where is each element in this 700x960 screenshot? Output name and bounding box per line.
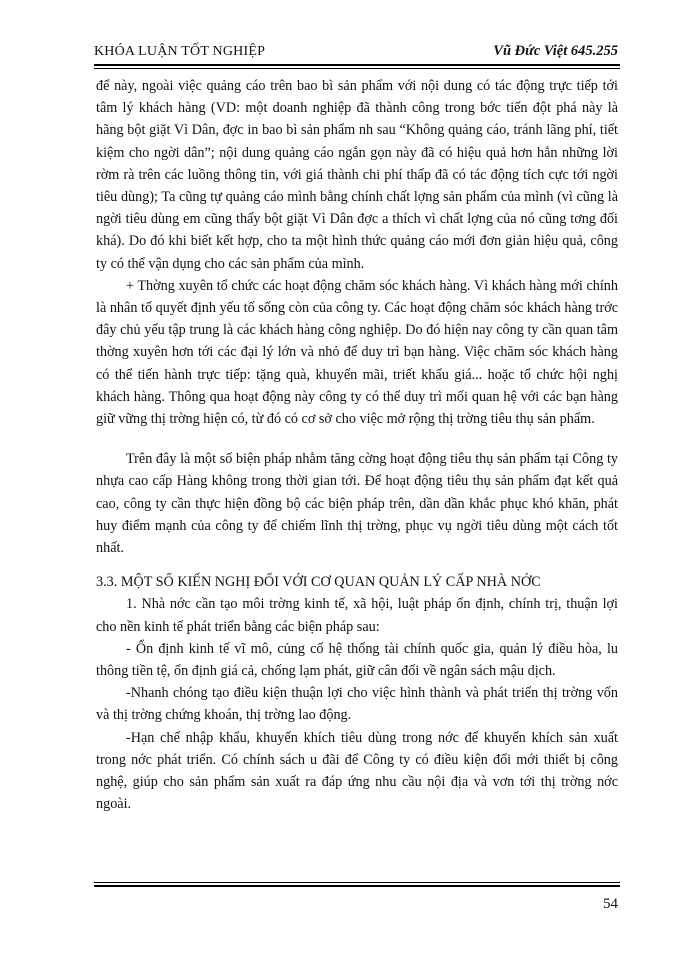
header-author: Vũ Đức Việt 645.255 xyxy=(493,43,618,59)
list-item-import-restriction: -Hạn chế nhập khẩu, khuyến khích tiêu dùng trong nớc để khuyến khích sản xuất trong nớc phát triển. Có chính sách u đãi để Công ty có điều kiện đổi mới thiết bị công nghệ, giúp cho sản phẩm sản xuất ra đáp ứng nhu cầu nội địa và vơn tới thị trờng nớc ngoài. xyxy=(96,729,618,813)
paragraph-spacer xyxy=(96,430,618,448)
header-thesis-title: KHÓA LUẬN TỐT NGHIỆP xyxy=(94,44,266,59)
page-header xyxy=(94,42,618,64)
paragraph-customer-care: + Thờng xuyên tổ chức các hoạt động chăm sóc khách hàng. Vì khách hàng mới chính là nhân tố quyết định yếu tố sống còn của công ty. Các hoạt động chăm sóc khách hàng trớc đây chủ yếu tập trung là các khách hàng công nghiệp. Do đó hiện nay công ty cần quan tâm thờng xuyên hơn tới các đại lý lớn và nhỏ để duy trì bạn hàng. Việc chăm sóc khách hàng có thể tiến hành trực tiếp: tặng quà, khuyến mãi, triết khấu giá... hoặc tổ chức hội nghị khách hàng. Thông qua hoạt động này công ty có thể duy trì mối quan hệ với các bạn hàng giữ vững thị trờng hiện có, từ đó có cơ sở cho việc mở rộng thị trờng tiêu thụ sản phẩm. xyxy=(96,277,618,428)
section-heading: 3.3. MỘT SỐ KIẾN NGHỊ ĐỐI VỚI CƠ QUAN QUẢN LÝ CẤP NHÀ NỚC xyxy=(96,574,541,591)
list-item-macro-stability: - Ổn định kinh tế vĩ mô, củng cố hệ thống tài chính quốc gia, quản lý điều hòa, lu thông tiền tệ, ổn định giá cả, chống lạm phát, giữ cân đối về ngân sách mậu dịch. xyxy=(96,640,618,680)
page-number: 54 xyxy=(603,896,618,912)
paragraph-spacer xyxy=(96,559,618,571)
footer-rule-thick xyxy=(94,885,620,887)
header-rule-thick xyxy=(94,64,620,66)
paragraph-summary: Trên đây là một số biện pháp nhằm tăng cờng hoạt động tiêu thụ sản phẩm tại Công ty nhựa cao cấp Hàng không trong thời gian tới. Để hoạt động tiêu thụ sản phẩm đạt kết quả cao, công ty cần thực hiện đồng bộ các biện pháp trên, dần dần khắc phục khó khăn, phát huy điểm mạnh của công ty để chiếm lĩnh thị trờng, phục vụ ngời tiêu dùng một cách tốt nhất. xyxy=(96,451,618,557)
page-body xyxy=(96,75,618,816)
header-rule-thin xyxy=(94,68,620,69)
paragraph-advertising: để này, ngoài việc quảng cáo trên bao bì sản phẩm với nội dung có tác động trực tiếp tới tâm lý khách hàng (VD: một doanh nghiệp đã thành công trong bớc tiến đột phá này là hãng bột giặt Vì Dân, đợc in bao bì sản phẩm nh sau “Không quảng cáo, tránh lãng phí, tiết kiệm cho ngời dân”; nội dung quảng cáo ngắn gọn này đã có hiệu quả hơn hẳn những lời rờm rà trên các luồng thông tin, với giá thành chi phí thấp đã có tác động tích cực tới ngời tiêu dùng); Ta cũng tự quảng cáo mình bằng chính chất lợng sản phẩm của mình (vì cũng là ngời tiêu dùng em cũng thấy bột giặt Vì Dân đợc a thích vì chất lợng của nó cũng tơng đối khá). Do đó khi biết kết hợp, cho ta một hình thức quảng cáo mới đơn giản hiệu quả, công ty có thể vận dụng cho các sản phẩm của mình. xyxy=(96,78,618,272)
footer-rule-thin xyxy=(94,882,620,883)
paragraph-recommendation-1: 1. Nhà nớc cần tạo môi trờng kinh tế, xã hội, luật pháp ổn định, chính trị, thuận lợi cho nền kinh tế phát triển bằng các biện pháp sau: xyxy=(96,596,618,635)
list-item-capital-market: -Nhanh chóng tạo điều kiện thuận lợi cho việc hình thành và phát triển thị trờng vốn và thị trờng chứng khoán, thị trờng lao động. xyxy=(96,685,618,724)
